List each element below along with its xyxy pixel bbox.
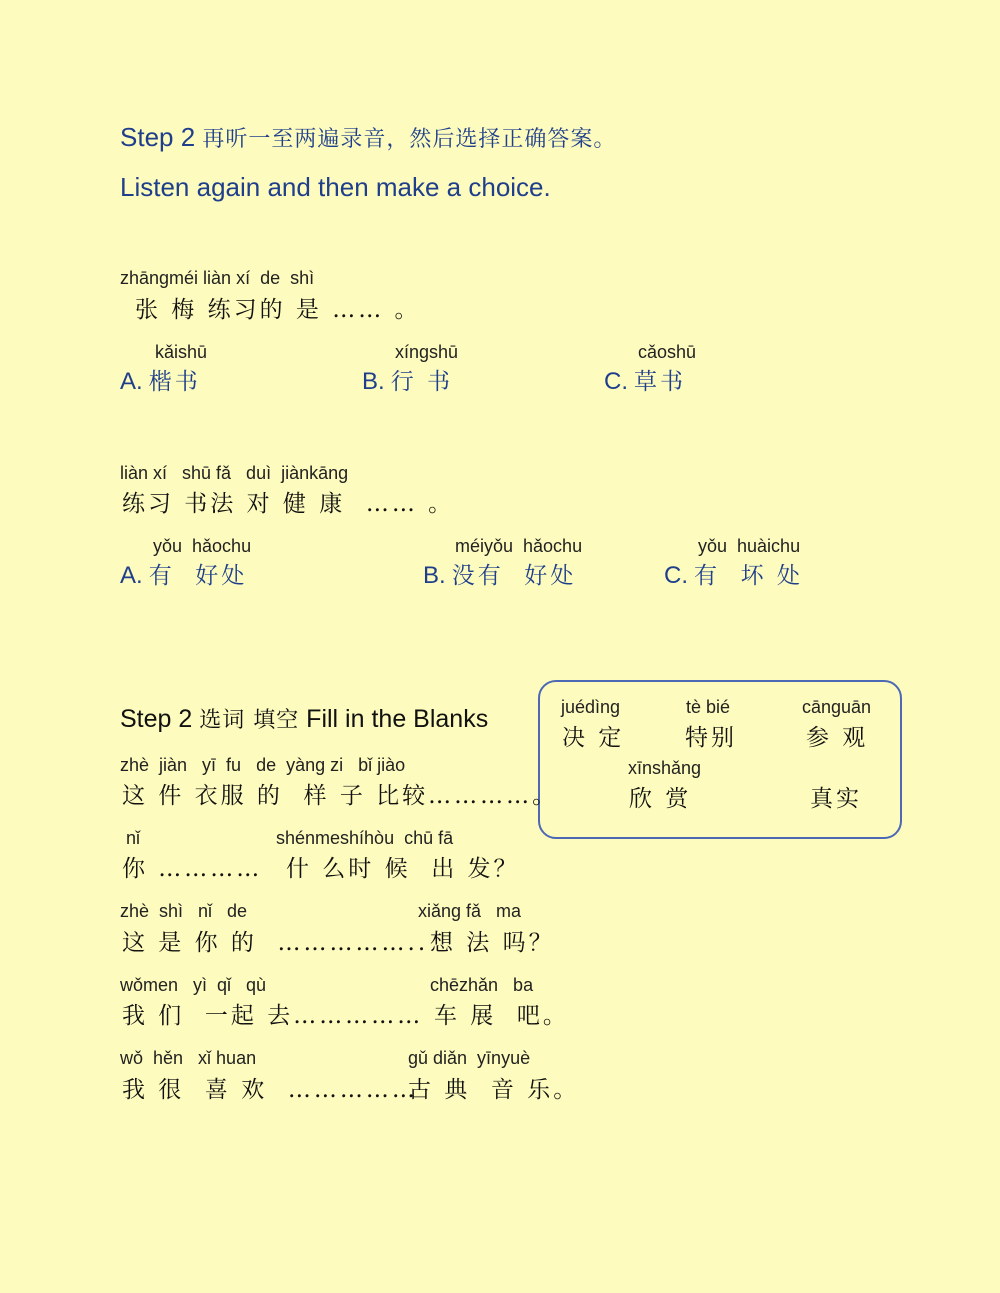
q1-pinyin: zhāngméi liàn xí de shì	[120, 268, 315, 288]
q2-option-b-text: 没有 好处	[451, 563, 577, 589]
section2-title-en2: Fill in the Blanks	[299, 705, 489, 733]
word-bank-word-3[interactable]: 参 观	[806, 725, 869, 751]
blank4-text-b: 车 展 吧。	[434, 1003, 569, 1029]
q2-option-b-pinyin: méiyǒu hǎochu	[455, 536, 583, 556]
section2-title	[120, 703, 488, 734]
q1-option-b-text: 行 书	[390, 369, 453, 395]
word-bank-word-2[interactable]: 特别	[685, 725, 737, 751]
blank5-text-b: 古 典 音 乐。	[408, 1077, 580, 1103]
q2-option-c-pinyin: yǒu huàichu	[698, 536, 801, 556]
word-bank-pinyin-4: xīnshǎng	[628, 758, 702, 778]
blank3-text-b: 想 法 吗？	[430, 930, 555, 956]
section2-title-zh: 选词 填空	[199, 708, 300, 733]
q1-option-c-letter: C.	[604, 368, 628, 395]
q2-option-b[interactable]	[423, 557, 576, 590]
q2-option-c-text: 有 坏 处	[694, 563, 803, 589]
word-bank-pinyin-3: cānguān	[802, 697, 872, 717]
q2-option-a-letter: A.	[120, 562, 143, 589]
q1-option-c[interactable]	[604, 363, 686, 396]
blank2-pinyin-a: nǐ	[126, 828, 141, 848]
blank3-text-a: 这 是 你 的 ……………..	[122, 930, 429, 956]
blank4-pinyin-a: wǒmen yì qǐ qù	[120, 975, 267, 995]
q1-option-a[interactable]	[120, 363, 201, 396]
blank2-pinyin-b: shénmeshíhòu chū fā	[276, 828, 454, 848]
blank3-pinyin-b: xiǎng fǎ ma	[418, 901, 522, 921]
section1-title	[120, 122, 616, 153]
word-bank-pinyin-1: juédìng	[561, 697, 621, 717]
q2-option-a-pinyin: yǒu hǎochu	[153, 536, 252, 556]
word-bank-word-5[interactable]: 真实	[810, 786, 862, 812]
section1-title-en: Step 2	[120, 122, 203, 152]
section1-title-zh: 再听一至两遍录音，然后选择正确答案。	[202, 127, 617, 152]
blank2-text-a: 你 …………	[122, 856, 263, 882]
q2-option-c-letter: C.	[664, 562, 688, 589]
q1-option-b[interactable]	[362, 363, 453, 396]
q1-option-a-letter: A.	[120, 368, 143, 395]
q1-text: 张 梅 练习的 是 …… 。	[135, 297, 421, 323]
q1-option-a-text: 楷书	[148, 369, 201, 395]
q1-option-b-letter: B.	[362, 368, 385, 395]
section2-title-en1: Step 2	[120, 705, 200, 733]
word-bank-word-4[interactable]: 欣 赏	[629, 786, 692, 812]
q2-option-b-letter: B.	[423, 562, 446, 589]
q1-option-c-pinyin: cǎoshū	[638, 342, 697, 362]
section1-subtitle: Listen again and then make a choice.	[120, 172, 551, 202]
q2-text: 练习 书法 对 健 康 …… 。	[122, 491, 455, 517]
blank1-pinyin: zhè jiàn yī fu de yàng zi bǐ jiào	[120, 755, 406, 775]
blank4-pinyin-b: chēzhǎn ba	[430, 975, 534, 995]
blank2-text-b: 什 么时 候 出 发？	[286, 856, 520, 882]
q1-option-c-text: 草书	[634, 369, 686, 395]
q2-option-c[interactable]	[664, 557, 803, 590]
q2-pinyin: liàn xí shū fǎ duì jiànkāng	[120, 463, 349, 483]
blank1-text: 这 件 衣服 的 样 子 比较…………。	[122, 783, 559, 809]
blank5-text-a: 我 很 喜 欢 ……………	[122, 1077, 418, 1103]
word-bank-word-1[interactable]: 决 定	[562, 725, 625, 751]
q2-option-a-text: 有 好处	[148, 563, 248, 589]
q1-option-b-pinyin: xíngshū	[395, 342, 459, 362]
blank5-pinyin-b: gǔ diǎn yīnyuè	[408, 1048, 531, 1068]
word-bank-pinyin-2: tè bié	[686, 697, 731, 717]
blank3-pinyin-a: zhè shì nǐ de	[120, 901, 248, 921]
blank5-pinyin-a: wǒ hěn xǐ huan	[120, 1048, 257, 1068]
q2-option-a[interactable]	[120, 557, 247, 590]
blank4-text-a: 我 们 一起 去……………	[122, 1003, 424, 1029]
q1-option-a-pinyin: kǎishū	[155, 342, 208, 362]
